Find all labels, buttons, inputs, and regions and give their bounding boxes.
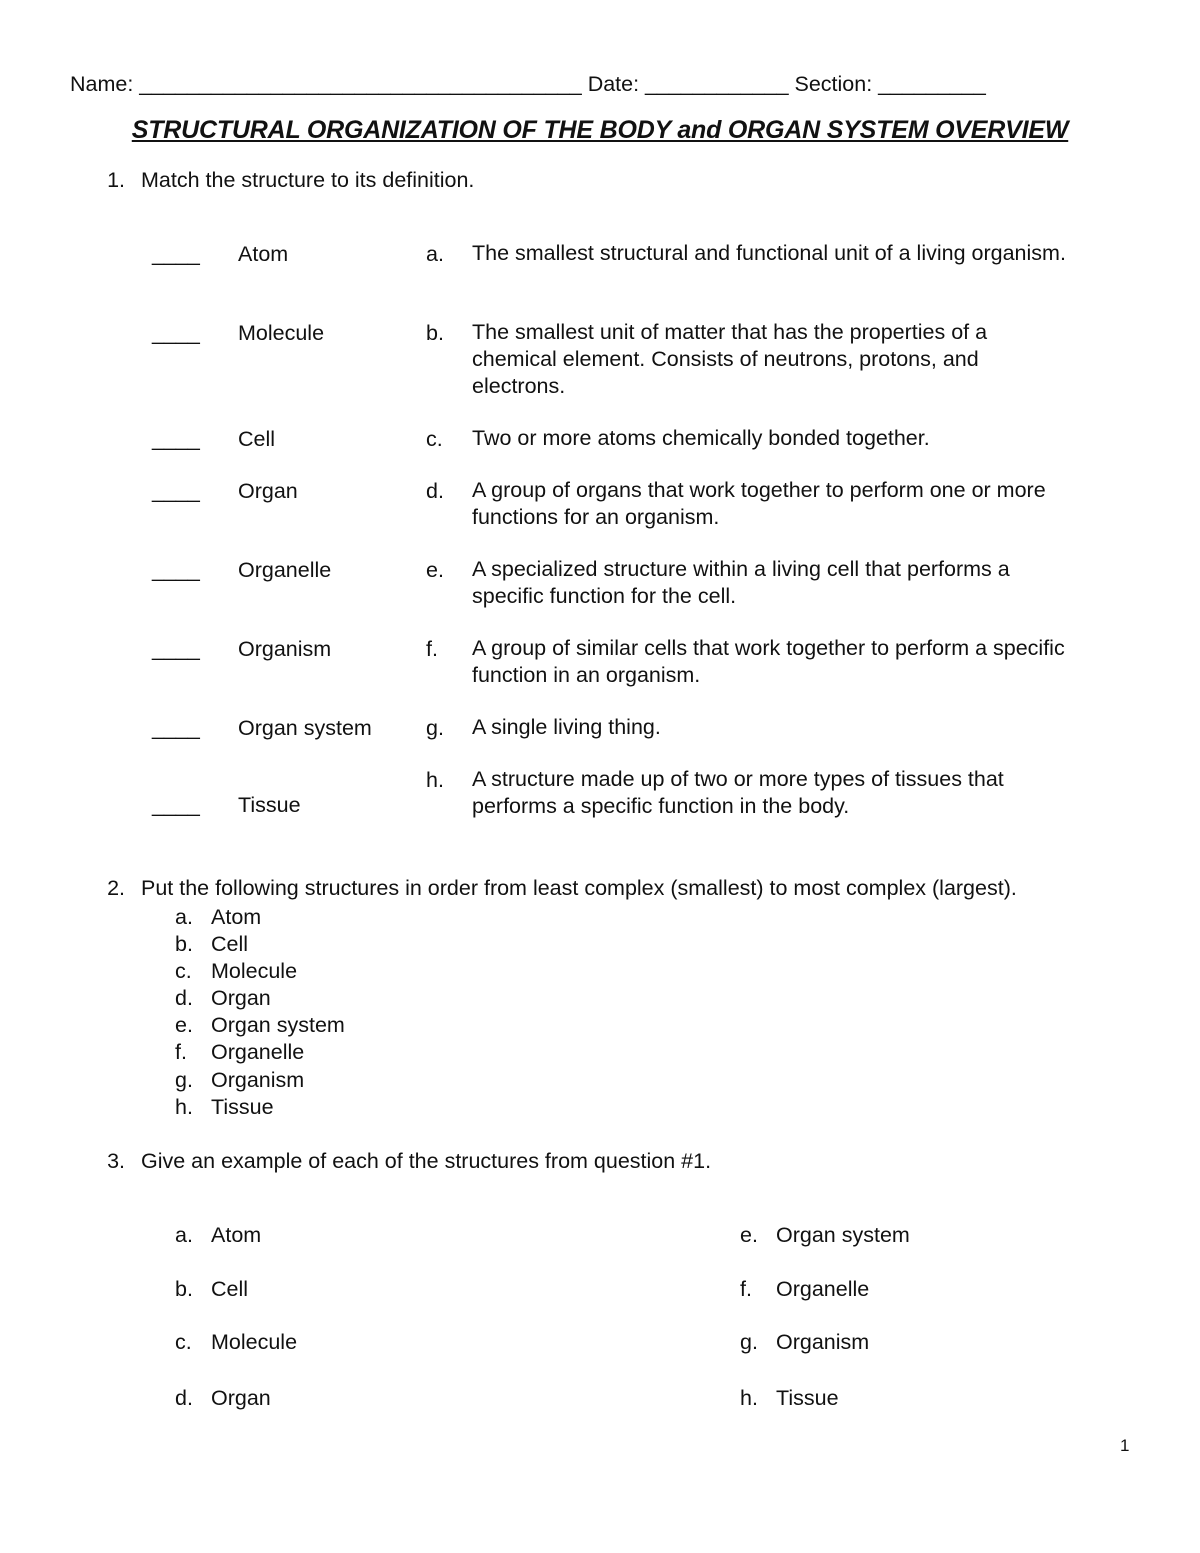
definition-letter: d. bbox=[426, 479, 444, 503]
answer-blank[interactable]: ____ bbox=[152, 716, 200, 740]
definition-letter: c. bbox=[426, 427, 443, 451]
definition-text: Two or more atoms chemically bonded together. bbox=[472, 426, 930, 450]
list-item-letter: c. bbox=[175, 959, 192, 983]
example-item: Organelle bbox=[776, 1277, 870, 1301]
example-item: Molecule bbox=[211, 1330, 298, 1354]
list-item: Tissue bbox=[211, 1095, 274, 1119]
list-item-letter: f. bbox=[175, 1040, 187, 1064]
page-number: 1 bbox=[1120, 1436, 1130, 1455]
definition-text: A group of similar cells that work together to perform a specific function in an organism. bbox=[472, 636, 1065, 687]
list-item-letter: b. bbox=[175, 932, 193, 956]
definition-letter: f. bbox=[426, 637, 438, 661]
term-cell: Cell bbox=[238, 427, 276, 451]
q2-number: 2. bbox=[107, 876, 125, 900]
example-letter: b. bbox=[175, 1277, 193, 1301]
example-item: Organ bbox=[211, 1386, 271, 1410]
example-letter: h. bbox=[740, 1386, 758, 1410]
term-organ-system: Organ system bbox=[238, 716, 372, 740]
list-item: Molecule bbox=[211, 959, 298, 983]
list-item-letter: g. bbox=[175, 1068, 193, 1092]
answer-blank[interactable]: ____ bbox=[152, 793, 200, 817]
example-letter: c. bbox=[175, 1330, 192, 1354]
example-letter: a. bbox=[175, 1223, 193, 1247]
term-atom: Atom bbox=[238, 242, 289, 266]
q3-prompt: Give an example of each of the structures from question #1. bbox=[141, 1149, 712, 1173]
definition-text: A single living thing. bbox=[472, 715, 661, 739]
example-letter: f. bbox=[740, 1277, 752, 1301]
answer-blank[interactable]: ____ bbox=[152, 637, 200, 661]
definition-text: A structure made up of two or more types of tissues that performs a specific function in the body. bbox=[472, 767, 1004, 818]
term-organism: Organism bbox=[238, 637, 332, 661]
example-letter: g. bbox=[740, 1330, 758, 1354]
list-item-letter: h. bbox=[175, 1095, 193, 1119]
definition-text: The smallest structural and functional unit of a living organism. bbox=[472, 241, 1066, 265]
list-item-letter: e. bbox=[175, 1013, 193, 1037]
definition-letter: e. bbox=[426, 558, 444, 582]
definition-letter: h. bbox=[426, 768, 444, 792]
term-molecule: Molecule bbox=[238, 321, 325, 345]
answer-blank[interactable]: ____ bbox=[152, 321, 200, 345]
definition-text: A group of organs that work together to perform one or more functions for an organism. bbox=[472, 478, 1046, 529]
header-fields: Name: _____________________________________ Date: ____________ Section: _________ bbox=[70, 72, 986, 96]
q3-number: 3. bbox=[107, 1149, 125, 1173]
list-item: Organelle bbox=[211, 1040, 305, 1064]
list-item: Organism bbox=[211, 1068, 305, 1092]
answer-blank[interactable]: ____ bbox=[152, 558, 200, 582]
page-title: STRUCTURAL ORGANIZATION OF THE BODY and ORGAN SYSTEM OVERVIEW bbox=[131, 116, 1069, 144]
definition-letter: a. bbox=[426, 242, 444, 266]
q1-number: 1. bbox=[107, 168, 125, 192]
answer-blank[interactable]: ____ bbox=[152, 427, 200, 451]
example-item: Organ system bbox=[776, 1223, 910, 1247]
definition-letter: b. bbox=[426, 321, 444, 345]
q1-prompt: Match the structure to its definition. bbox=[141, 168, 475, 192]
term-organelle: Organelle bbox=[238, 558, 332, 582]
example-letter: e. bbox=[740, 1223, 758, 1247]
answer-blank[interactable]: ____ bbox=[152, 479, 200, 503]
list-item-letter: a. bbox=[175, 905, 193, 929]
list-item: Organ system bbox=[211, 1013, 345, 1037]
example-item: Organism bbox=[776, 1330, 870, 1354]
answer-blank[interactable]: ____ bbox=[152, 242, 200, 266]
example-letter: d. bbox=[175, 1386, 193, 1410]
term-organ: Organ bbox=[238, 479, 298, 503]
definition-text: The smallest unit of matter that has the properties of a chemical element. Consists of neutrons, protons, and electrons. bbox=[472, 320, 988, 398]
list-item: Cell bbox=[211, 932, 249, 956]
example-item: Atom bbox=[211, 1223, 262, 1247]
list-item-letter: d. bbox=[175, 986, 193, 1010]
definition-letter: g. bbox=[426, 716, 444, 740]
definition-text: A specialized structure within a living cell that performs a specific function for the cell. bbox=[472, 557, 1010, 608]
example-item: Cell bbox=[211, 1277, 249, 1301]
q2-prompt: Put the following structures in order from least complex (smallest) to most complex (largest). bbox=[141, 876, 1017, 900]
list-item: Atom bbox=[211, 905, 262, 929]
term-tissue: Tissue bbox=[238, 793, 301, 817]
list-item: Organ bbox=[211, 986, 271, 1010]
example-item: Tissue bbox=[776, 1386, 839, 1410]
